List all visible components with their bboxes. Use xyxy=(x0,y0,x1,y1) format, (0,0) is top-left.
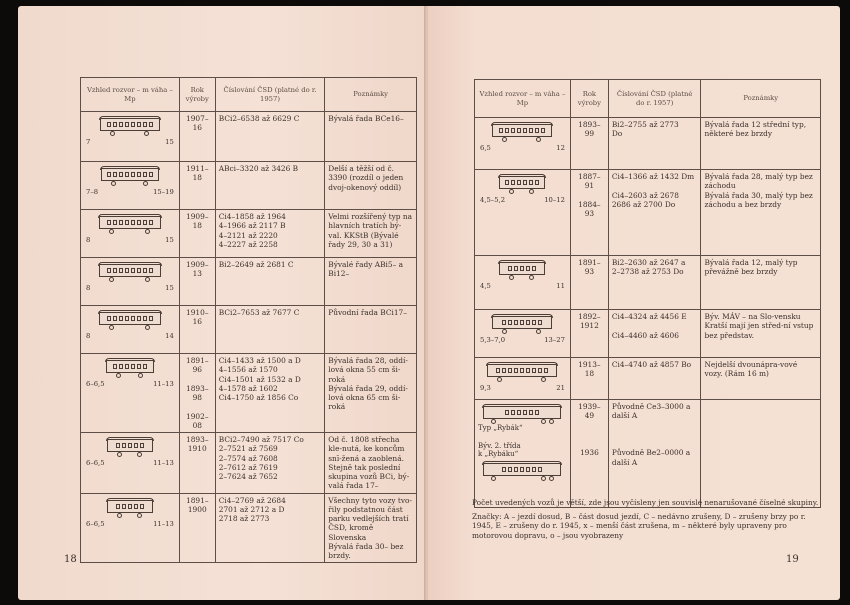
wheel-icon xyxy=(509,275,514,280)
window-icon xyxy=(131,122,135,127)
page-number-left: 18 xyxy=(64,554,77,565)
window-icon xyxy=(508,368,512,373)
table-row xyxy=(475,170,821,256)
window-icon xyxy=(508,320,512,325)
window-icon xyxy=(514,368,518,373)
carriage-sketch xyxy=(84,216,176,234)
year-cell: 1910–16 xyxy=(179,306,215,354)
wheel-icon xyxy=(145,229,150,234)
appearance-cell xyxy=(81,258,180,306)
table-row xyxy=(81,306,417,354)
wheel-icon xyxy=(110,131,115,136)
wheel-icon xyxy=(109,325,114,330)
window-icon xyxy=(119,172,123,177)
window-icon xyxy=(107,122,111,127)
wheel-icon xyxy=(117,452,122,457)
window-icon xyxy=(143,364,147,369)
weight-value: 11 xyxy=(556,282,565,290)
window-icon xyxy=(107,220,111,225)
carriage-body xyxy=(492,124,552,137)
notes-cell: Nejdelší dvounápra-vové vozy. (Rám 16 m) xyxy=(701,358,821,400)
notes-cell: Bývalá řada BCe16– xyxy=(325,112,417,162)
numbering-cell: Ci4–1366 až 1432 Dm Ci4–2603 až 2678 2686 až 2700 Do xyxy=(608,170,701,256)
carriage-sketch xyxy=(478,176,567,194)
window-icon xyxy=(511,180,515,185)
numbering-cell: Ci4–4740 až 4857 Bo xyxy=(608,358,701,400)
wheel-icon xyxy=(145,277,150,282)
notes-cell: Od č. 1808 střecha kle-nutá, ke koncům snī-žená a zaoblená. Stejně tak poslední skupina vozů BCi, bý-valá řada 17– xyxy=(325,433,417,494)
table-row xyxy=(81,210,417,258)
weight-value: 11–13 xyxy=(153,459,174,467)
weight-value: 15 xyxy=(165,236,174,244)
window-icon xyxy=(505,128,509,133)
wheel-icon xyxy=(111,181,116,186)
carriage-body xyxy=(483,463,561,476)
window-icon xyxy=(526,467,530,472)
window-icon xyxy=(113,220,117,225)
notes-cell: Býv. MÁV – na Slo-vensku Kratší mají jen střed-ní vstup bez představ. xyxy=(701,310,821,358)
window-icon xyxy=(119,316,123,321)
window-icon xyxy=(119,268,123,273)
window-icon xyxy=(529,180,533,185)
weight-value: 14 xyxy=(165,332,174,340)
carriage-body xyxy=(99,216,161,229)
window-icon xyxy=(137,268,141,273)
window-icon xyxy=(137,172,141,177)
wheelbase-value: 6–6,5 xyxy=(86,380,105,388)
window-icon xyxy=(125,268,129,273)
weight-value: 15 xyxy=(165,138,174,146)
carriage-body xyxy=(99,264,161,277)
table-row xyxy=(475,310,821,358)
window-icon xyxy=(535,128,539,133)
carriage-sketch xyxy=(478,364,567,382)
carriage-sketch xyxy=(478,262,567,280)
left-page xyxy=(18,6,426,600)
table-row xyxy=(81,258,417,306)
appearance-cell xyxy=(475,358,571,400)
wheel-icon xyxy=(509,189,514,194)
window-icon xyxy=(520,320,524,325)
weight-value: 15–19 xyxy=(153,188,174,196)
window-icon xyxy=(125,316,129,321)
footnotes xyxy=(472,498,824,541)
wheel-icon xyxy=(497,377,502,382)
carriage-sketch xyxy=(478,316,567,334)
window-icon xyxy=(517,410,521,415)
notes-cell: Bývalá řada 12, malý typ převážně bez brzdy xyxy=(701,256,821,310)
window-icon xyxy=(131,172,135,177)
wheelbase-value: 4,5 xyxy=(480,282,491,290)
window-icon xyxy=(526,320,530,325)
weight-value: 10–12 xyxy=(544,196,565,204)
window-icon xyxy=(113,122,117,127)
window-icon xyxy=(508,467,512,472)
window-icon xyxy=(131,268,135,273)
window-icon xyxy=(113,268,117,273)
window-icon xyxy=(116,443,120,448)
right-table xyxy=(474,79,821,508)
wheel-icon xyxy=(491,476,496,481)
table-row xyxy=(475,256,821,310)
window-icon xyxy=(532,266,536,271)
carriage-sketch xyxy=(84,118,176,136)
appearance-cell xyxy=(475,256,571,310)
window-icon xyxy=(505,180,509,185)
right-page xyxy=(428,6,840,600)
weight-value: 11–13 xyxy=(153,519,174,528)
table-row xyxy=(475,358,821,400)
year-cell: 1909–13 xyxy=(179,258,215,306)
wheel-icon xyxy=(529,189,534,194)
weight-value: 21 xyxy=(556,384,565,392)
window-icon xyxy=(499,128,503,133)
window-icon xyxy=(523,180,527,185)
wheel-icon xyxy=(541,419,546,424)
appearance-cell xyxy=(81,162,180,210)
carriage-body xyxy=(101,168,159,181)
window-icon xyxy=(517,180,521,185)
table-row xyxy=(475,400,821,508)
carriage-body xyxy=(499,176,545,189)
wheel-icon xyxy=(549,476,554,481)
window-icon xyxy=(119,122,123,127)
window-icon xyxy=(134,443,138,448)
notes-cell xyxy=(701,400,821,508)
table-row xyxy=(81,112,417,162)
window-icon xyxy=(119,364,123,369)
appearance-cell xyxy=(81,112,180,162)
window-icon xyxy=(131,364,135,369)
window-icon xyxy=(143,220,147,225)
wheel-icon xyxy=(491,419,496,424)
year-cell: 1939–49 1936 xyxy=(570,400,608,508)
window-icon xyxy=(143,172,147,177)
window-icon xyxy=(149,316,153,321)
carriage-body xyxy=(483,406,561,419)
wheel-icon xyxy=(529,275,534,280)
window-icon xyxy=(125,122,129,127)
numbering-cell: ABci–3320 až 3426 B xyxy=(215,162,325,210)
window-icon xyxy=(137,122,141,127)
wheelbase-value: 6–6,5 xyxy=(86,519,105,528)
window-icon xyxy=(532,467,536,472)
window-icon xyxy=(149,220,153,225)
wheel-icon xyxy=(116,373,121,378)
window-icon xyxy=(140,443,144,448)
wheel-icon xyxy=(541,476,546,481)
window-icon xyxy=(514,320,518,325)
window-icon xyxy=(511,128,515,133)
window-icon xyxy=(502,467,506,472)
weight-value: 12 xyxy=(556,144,565,152)
summary-note: Počet uvedených vozů je větší, zde jsou vyčísleny jen souvislé nenarušované číselné skupiny. xyxy=(472,498,819,507)
window-icon xyxy=(538,320,542,325)
header-appearance: Vzhled rozvor – m váha – Mp xyxy=(81,78,180,112)
wheel-icon xyxy=(138,373,143,378)
appearance-cell xyxy=(81,210,180,258)
window-icon xyxy=(526,266,530,271)
weight-value: 11–13 xyxy=(153,380,174,388)
window-icon xyxy=(149,268,153,273)
carriage-sketch xyxy=(84,168,176,186)
window-icon xyxy=(119,220,123,225)
year-cell: 1893–1910 xyxy=(179,433,215,494)
numbering-cell: Bi2–2755 až 2773 Do xyxy=(608,118,701,170)
carriage-sketch xyxy=(84,439,176,457)
header-year: Rok výroby xyxy=(179,78,215,112)
year-cell: 1892–1912 xyxy=(570,310,608,358)
window-icon xyxy=(523,128,527,133)
notes-cell: Bývalá řada 28, malý typ bez záchodu Bývalá řada 30, malý typ bez záchodu a bez brzdy xyxy=(701,170,821,256)
wheel-icon xyxy=(137,452,142,457)
window-icon xyxy=(125,220,129,225)
window-icon xyxy=(137,364,141,369)
appearance-cell xyxy=(475,400,571,508)
numbering-cell: BCi2–7490 až 7517 Co 2–7521 až 7569 2–7574 až 7608 2–7612 až 7619 2–7624 až 7652 xyxy=(215,433,325,494)
carriage-body xyxy=(107,500,153,513)
notes-cell: Bývalé řady ABi5– a Bi12– xyxy=(325,258,417,306)
carriage-sketch xyxy=(84,360,176,378)
window-icon xyxy=(107,268,111,273)
notes-cell: Bývalá řada 12 střední typ, některé bez brzdy xyxy=(701,118,821,170)
window-icon xyxy=(529,410,533,415)
table-row xyxy=(81,162,417,210)
window-icon xyxy=(526,368,530,373)
year-cell: 1893–99 xyxy=(570,118,608,170)
window-icon xyxy=(140,504,144,509)
window-icon xyxy=(122,504,126,509)
notes-cell: Bývalá řada 28, oddí-lová okna 55 cm ši-roká Bývalá řada 29, oddí-lová okna 65 cm ši-roká xyxy=(325,354,417,433)
window-icon xyxy=(535,180,539,185)
year-cell: 1891–96 1893–98 1902–08 xyxy=(179,354,215,433)
table-row xyxy=(475,118,821,170)
year-cell: 1891–93 xyxy=(570,256,608,310)
carriage-sketch xyxy=(478,463,567,481)
wheel-icon xyxy=(502,137,507,142)
wheelbase-value: 6–6,5 xyxy=(86,459,105,467)
window-icon xyxy=(143,316,147,321)
window-icon xyxy=(511,410,515,415)
appearance-cell xyxy=(81,354,180,433)
notes-cell: Původní řada BCi17– xyxy=(325,306,417,354)
carriage-body xyxy=(107,439,153,452)
numbering-cell: Ci4–1433 až 1500 a D 4–1556 až 1570 Ci4–1501 až 1532 a D 4–1578 až 1602 Ci4–1750 až 1856 Co xyxy=(215,354,325,433)
appearance-cell xyxy=(81,433,180,494)
appearance-cell xyxy=(475,310,571,358)
window-icon xyxy=(137,316,141,321)
window-icon xyxy=(532,368,536,373)
notes-cell: Velmi rozšířený typ na hlavních tratích bý-val. KKStB (Bývalé řady 29, 30 a 31) xyxy=(325,210,417,258)
wheel-icon xyxy=(117,513,122,518)
wheelbase-value: 7 xyxy=(86,138,91,146)
window-icon xyxy=(113,364,117,369)
wheelbase-value: 6,5 xyxy=(480,144,491,152)
window-icon xyxy=(122,443,126,448)
carriage-type-label: Typ „Rybák“ Býv. 2. třída k „Rybáku“ xyxy=(478,424,523,459)
wheel-icon xyxy=(109,277,114,282)
wheel-icon xyxy=(137,513,142,518)
window-icon xyxy=(128,504,132,509)
carriage-body xyxy=(492,316,552,329)
window-icon xyxy=(541,128,545,133)
table-row xyxy=(81,493,417,563)
window-icon xyxy=(107,316,111,321)
numbering-cell: Bi2–2649 až 2681 C xyxy=(215,258,325,306)
window-icon xyxy=(137,220,141,225)
window-icon xyxy=(131,220,135,225)
wheelbase-value: 5,3–7,0 xyxy=(480,336,506,344)
window-icon xyxy=(535,410,539,415)
wheelbase-value: 9,3 xyxy=(480,384,491,392)
wheelbase-value: 8 xyxy=(86,332,91,340)
wheel-icon xyxy=(143,181,148,186)
window-icon xyxy=(532,320,536,325)
header-numbering: Číslování ČSD (platné do r. 1957) xyxy=(215,78,325,112)
window-icon xyxy=(125,364,129,369)
weight-value: 13–27 xyxy=(544,336,565,344)
appearance-cell xyxy=(81,306,180,354)
window-icon xyxy=(125,172,129,177)
window-icon xyxy=(517,128,521,133)
window-icon xyxy=(529,128,533,133)
window-icon xyxy=(514,266,518,271)
numbering-cell: BCi2–6538 až 6629 C xyxy=(215,112,325,162)
year-cell: 1911–18 xyxy=(179,162,215,210)
carriage-body xyxy=(106,360,154,373)
carriage-body xyxy=(99,312,161,325)
appearance-cell xyxy=(475,118,571,170)
numbering-cell: Ci4–4324 až 4456 E Ci4–4460 až 4606 xyxy=(608,310,701,358)
wheelbase-value: 7–8 xyxy=(86,188,99,196)
notes-cell: Všechny tyto vozy tvo-řily podstatnou část parku vedlejších tratí ČSD, kromě Slovenska Bývalá řada 30– bez brzdy. xyxy=(325,493,417,563)
left-table xyxy=(80,77,417,563)
numbering-cell: Původně Ce3–3000 a další A Původně Be2–0000 a další A xyxy=(608,400,701,508)
year-cell: 1907–16 xyxy=(179,112,215,162)
window-icon xyxy=(113,316,117,321)
numbering-cell: Ci4–2769 až 2684 2701 až 2712 a D 2718 až 2773 xyxy=(215,493,325,563)
window-icon xyxy=(523,410,527,415)
window-icon xyxy=(496,368,500,373)
wheel-icon xyxy=(144,131,149,136)
window-icon xyxy=(143,122,147,127)
header-numbering: Číslování ČSD (platné do r. 1957) xyxy=(608,80,701,118)
header-notes: Poznámky xyxy=(325,78,417,112)
year-cell: 1909–18 xyxy=(179,210,215,258)
window-icon xyxy=(502,320,506,325)
table-row xyxy=(81,433,417,494)
wheel-icon xyxy=(549,419,554,424)
header-appearance: Vzhled rozvor – m váha – Mp xyxy=(475,80,571,118)
year-cell: 1913–18 xyxy=(570,358,608,400)
carriage-body xyxy=(499,262,545,275)
numbering-cell: Ci4–1858 až 1964 4–1966 až 2117 B 4–2121 až 2220 4–2227 až 2258 xyxy=(215,210,325,258)
year-cell: 1891–1900 xyxy=(179,493,215,563)
carriage-sketch xyxy=(84,264,176,282)
wheel-icon xyxy=(536,329,541,334)
header-notes: Poznámky xyxy=(701,80,821,118)
wheel-icon xyxy=(145,325,150,330)
carriage-sketch xyxy=(84,312,176,330)
window-icon xyxy=(149,172,153,177)
notes-cell: Delší a těžší od č. 3390 (rozdíl o jeden dvoj-okenový oddíl) xyxy=(325,162,417,210)
wheel-icon xyxy=(109,229,114,234)
carriage-sketch xyxy=(478,406,567,424)
weight-value: 15 xyxy=(165,284,174,292)
window-icon xyxy=(143,268,147,273)
table-row xyxy=(81,354,417,433)
window-icon xyxy=(520,368,524,373)
window-icon xyxy=(107,172,111,177)
window-icon xyxy=(520,467,524,472)
window-icon xyxy=(149,122,153,127)
wheel-icon xyxy=(541,377,546,382)
window-icon xyxy=(538,467,542,472)
window-icon xyxy=(113,172,117,177)
carriage-body xyxy=(487,364,557,377)
window-icon xyxy=(514,467,518,472)
window-icon xyxy=(502,368,506,373)
legend-note: Značky: A – jezdí dosud, B – část dosud jezdí, C – nedávno zrušeny, D – zrušeny brzy po r. 1945, E – zrušeny do r. 1945, x – menší část zrušena, m – některé byly upraveny pro motorovou dopravu, o – jsou vyobrazeny xyxy=(472,511,806,540)
wheelbase-value: 8 xyxy=(86,236,91,244)
window-icon xyxy=(128,443,132,448)
window-icon xyxy=(505,410,509,415)
page-number-right: 19 xyxy=(786,554,799,565)
header-year: Rok výroby xyxy=(570,80,608,118)
window-icon xyxy=(544,368,548,373)
numbering-cell: Bi2–2630 až 2647 a 2–2738 až 2753 Do xyxy=(608,256,701,310)
window-icon xyxy=(116,504,120,509)
window-icon xyxy=(538,368,542,373)
wheelbase-value: 4,5–5,2 xyxy=(480,196,506,204)
window-icon xyxy=(134,504,138,509)
appearance-cell xyxy=(475,170,571,256)
wheel-icon xyxy=(502,329,507,334)
carriage-sketch xyxy=(478,124,567,142)
appearance-cell xyxy=(81,493,180,563)
window-icon xyxy=(520,266,524,271)
numbering-cell: BCi2–7653 až 7677 C xyxy=(215,306,325,354)
wheel-icon xyxy=(536,137,541,142)
year-cell: 1887–91 1884–93 xyxy=(570,170,608,256)
wheelbase-value: 8 xyxy=(86,284,91,292)
window-icon xyxy=(508,266,512,271)
carriage-body xyxy=(100,118,160,131)
carriage-sketch xyxy=(84,500,176,518)
window-icon xyxy=(131,316,135,321)
